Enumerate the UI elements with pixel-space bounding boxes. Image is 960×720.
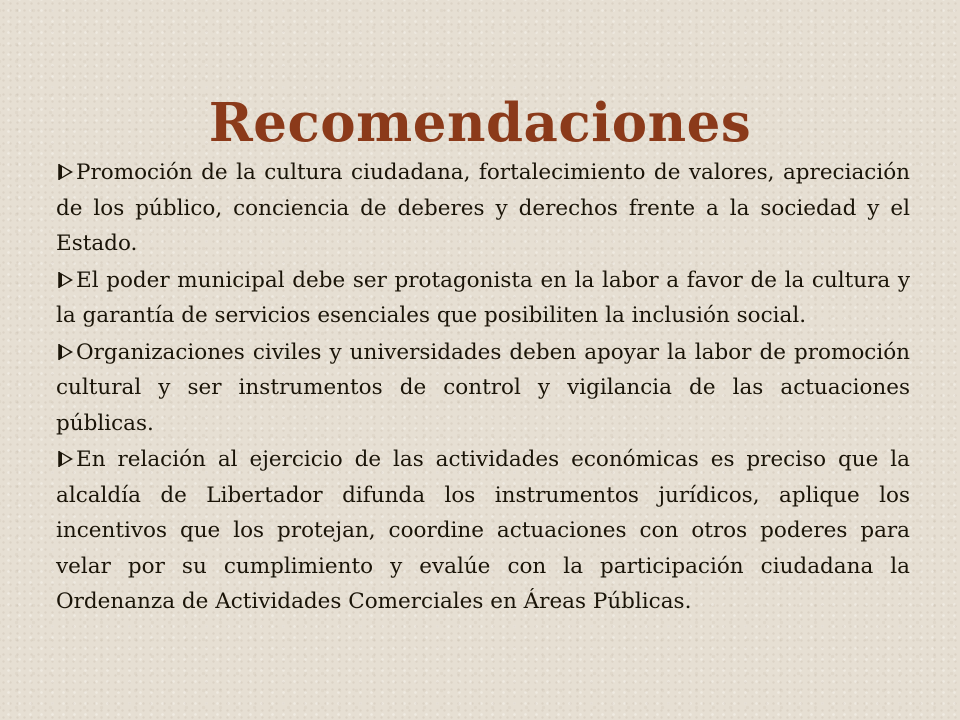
bullet-item xyxy=(56,335,910,442)
bullet-item xyxy=(56,155,910,262)
arrowhead-bullet-icon xyxy=(56,342,76,362)
bullet-list xyxy=(56,155,910,621)
bullet-item xyxy=(56,263,910,334)
arrowhead-bullet-icon xyxy=(56,449,76,469)
bullet-text: El poder municipal debe ser protagonista en la labor a favor de la cultura y la garantía de servicios esenciales que posibiliten la inclusión social. xyxy=(56,267,910,328)
arrowhead-bullet-icon xyxy=(56,162,76,182)
bullet-text: Organizaciones civiles y universidades deben apoyar la labor de promoción cultural y ser instrumentos de control y vigilancia de las actuaciones públicas. xyxy=(56,339,910,436)
bullet-item xyxy=(56,442,910,620)
bullet-text: Promoción de la cultura ciudadana, fortalecimiento de valores, apreciación de los público, conciencia de deberes y derechos frente a la sociedad y el Estado. xyxy=(56,160,910,256)
slide-title: Recomendaciones xyxy=(208,91,752,154)
bullet-text: En relación al ejercicio de las actividades económicas es preciso que la alcaldía de Libertador difunda los instrumentos jurídicos, aplique los incentivos que los protejan, coordine actuaciones con otros poderes para velar por su cumplimiento y evalúe con la participación ciudadana la Ordenanza de Actividades Comerciales en Áreas Públicas. xyxy=(56,447,910,614)
arrowhead-bullet-icon xyxy=(56,270,76,290)
